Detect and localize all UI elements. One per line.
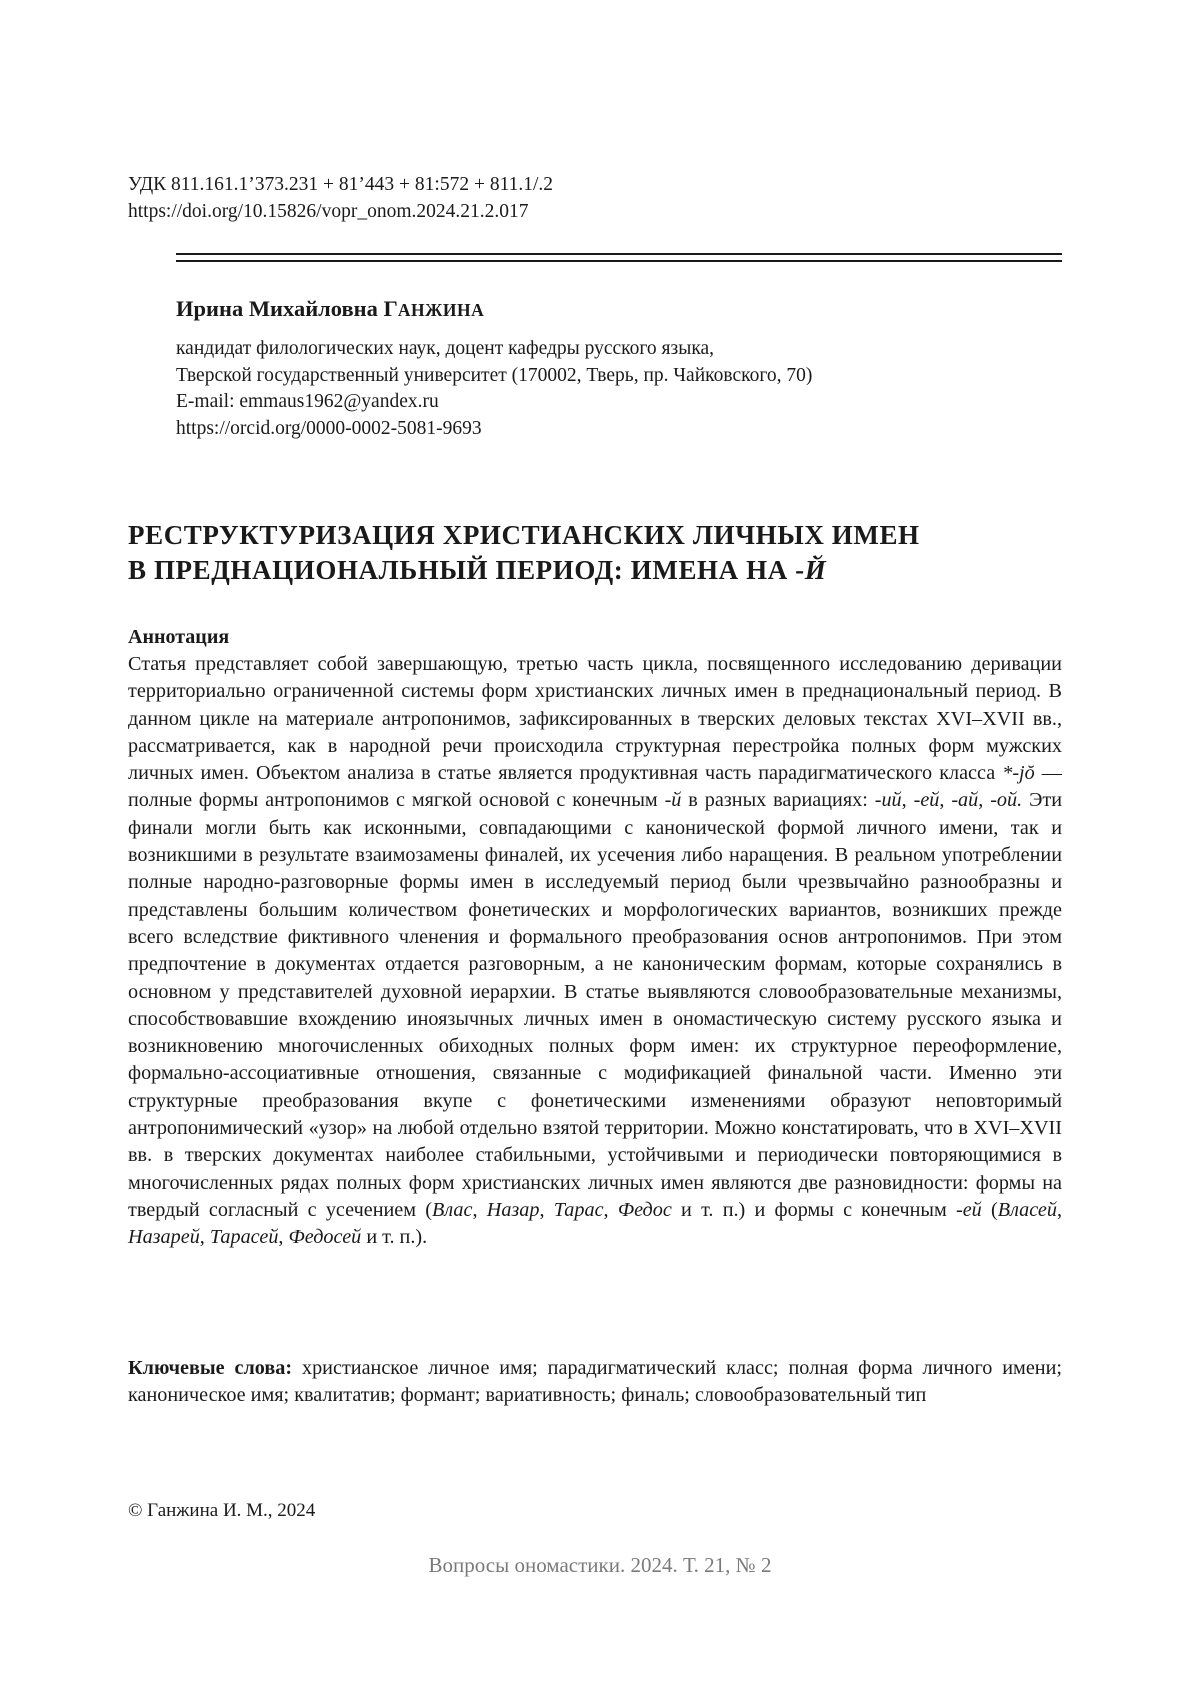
abstract-text-part: , (278, 1226, 289, 1249)
abstract-text-part: , (939, 789, 952, 812)
header-divider-bottom (176, 260, 1062, 262)
copyright-notice: © Ганжина И. М., 2024 (128, 1500, 316, 1521)
abstract-text-part: ( (981, 1198, 998, 1221)
abstract-text-part: Эти финали могли быть как исконными, совпадающими с канонической формой личного имени, так и возникшими в результате взаимозамены финалей, их усечения либо наращения. В реальном употреблении полные народно-разговорные формы имен в исследуемый период были чрезвычайно разнообразны и представлены большим количеством фонетических и морфологических вариантов, возникших прежде всего вследствие фиктивного членения и формального преобразования основ антропонимов. При этом предпочтение в документах отдается разговорным, а не каноническим формам, которые сохранялись в основном у представителей духовной иерархии. В статье выявляются словообразовательные механизмы, способствовавшие вхождению иноязычных личных имен в ономастическую систему русского языка и возникновению многочисленных обиходных полных форм имен: их структурное переоформление, формально-ассоциативные отношения, связанные с модификацией финальной части. Именно эти структурные преобразования вкупе с фонетическими изменениями образуют неповторимый антропонимический «узор» на любой отдельно взятой территории. Можно констатировать, что в XVI–XVII вв. в тверских документах наиболее стабильными, устойчивыми и периодически повторяющимися в многочисленных рядах полных форм христианских личных имен являются две разновидности: формы на твердый согласный с усечением ( (128, 789, 1063, 1221)
article-title-line-2-text: В ПРЕДНАЦИОНАЛЬНЫЙ ПЕРИОД: ИМЕНА НА - (128, 555, 805, 585)
article-title-line-2 (128, 553, 1068, 588)
abstract-text-part: , (199, 1226, 210, 1249)
abstract-italic: -й (664, 789, 682, 812)
affiliation-degree: кандидат филологических наук, доцент кафедры русского языка, (176, 338, 715, 359)
author-affiliation (176, 336, 812, 442)
abstract-italic-name: Федосей (288, 1226, 362, 1249)
keywords-label: Ключевые слова: (128, 1357, 293, 1379)
abstract-text-part: Статья представляет собой завершающую, третью часть цикла, посвященного исследованию деривации территориально ограниченной системы форм христианских личных имен в преднациональный период. В данном цикле на материале антропонимов, зафиксированных в тверских деловых текстах XVI–XVII вв., рассматривается, как в народной речи происходила структурная перестройка полных форм мужских личных имен. Объектом анализа в статье является продуктивная часть парадигматического класса (128, 653, 1062, 785)
abstract-text-part: в разных вариациях: (681, 789, 875, 812)
abstract-italic-name: Власей (997, 1198, 1057, 1221)
abstract-italic: -ий (874, 789, 902, 812)
abstract-italic: -ай (951, 789, 979, 812)
abstract-text (128, 651, 1062, 1252)
header-divider-top (176, 253, 1062, 255)
abstract-italic: -ой. (990, 789, 1023, 812)
keywords (128, 1355, 1062, 1410)
abstract-text-part: , (472, 1198, 487, 1221)
article-title-line-1: РЕСТРУКТУРИЗАЦИЯ ХРИСТИАНСКИХ ЛИЧНЫХ ИМЕН (128, 520, 920, 550)
abstract-italic-name: Влас (432, 1198, 473, 1221)
abstract-text-part: , (978, 789, 991, 812)
author-name (176, 296, 484, 322)
abstract-text-part: и т. п.) и формы с конечным (671, 1198, 956, 1221)
keywords-text: христианское личное имя; парадигматический класс; полная форма личного имени; каноническое имя; квалитатив; формант; вариативность; финаль; словообразовательный тип (128, 1357, 1063, 1407)
abstract-italic-name: Назарей (128, 1226, 200, 1249)
abstract-italic-name: Тарасей (209, 1226, 279, 1249)
affiliation-email[interactable]: E-mail: emmaus1962@yandex.ru (176, 391, 439, 412)
abstract-italic-name: Назар (486, 1198, 540, 1221)
abstract-heading: Аннотация (128, 626, 230, 648)
abstract-italic-name: Тарас (553, 1198, 604, 1221)
udc-code: УДК 811.161.1’373.231 + 81’443 + 81:572 + 811.1/.2 (128, 174, 554, 195)
abstract-italic: -ей (955, 1198, 982, 1221)
author-name-regular: Ирина Михайловна Г (176, 296, 398, 321)
abstract-text-part: , (901, 789, 914, 812)
abstract-text-part: , (603, 1198, 618, 1221)
abstract-text-part: и т. п.). (361, 1226, 428, 1249)
article-title (128, 518, 1068, 588)
affiliation-university: Тверской государственный университет (170002, Тверь, пр. Чайковского, 70) (176, 364, 813, 386)
affiliation-orcid[interactable]: https://orcid.org/0000-0002-5081-9693 (176, 417, 482, 439)
abstract-italic: -ей (913, 789, 940, 812)
abstract-italic-name: Федос (617, 1198, 672, 1221)
abstract-text-part: — полные формы антропонимов с мягкой основой с конечным (128, 762, 1062, 812)
doi-link[interactable]: https://doi.org/10.15826/vopr_onom.2024.21.2.017 (128, 201, 529, 222)
abstract-text-part: , (539, 1198, 554, 1221)
author-name-smallcaps: АНЖИНА (397, 300, 485, 320)
journal-footer: Вопросы ономастики. 2024. Т. 21, № 2 (428, 1553, 772, 1577)
abstract-text-part: , (1056, 1198, 1063, 1221)
article-title-line-2-italic: Й (804, 555, 827, 585)
abstract-italic: *-jŏ (1002, 762, 1035, 785)
